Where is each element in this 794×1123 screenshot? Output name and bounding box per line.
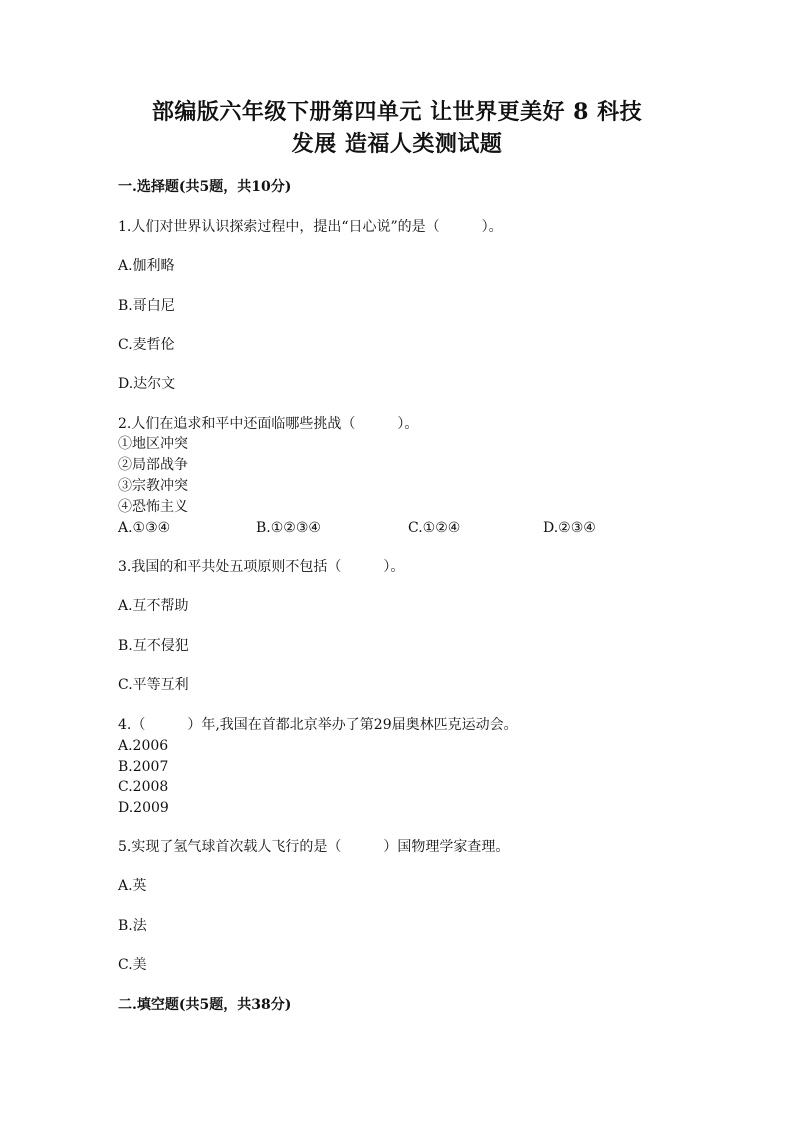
question-2-option-a: A.①③④ xyxy=(118,520,171,536)
question-4-option-d: D.2009 xyxy=(118,800,169,816)
question-5-option-a: A.英 xyxy=(118,878,147,894)
question-2-item-2: ②局部战争 xyxy=(118,457,188,473)
question-3-stem: 3.我国的和平共处五项原则不包括（ ）。 xyxy=(118,559,405,575)
question-5-option-b: B.法 xyxy=(118,918,147,934)
question-4-option-c: C.2008 xyxy=(118,779,169,795)
question-1-option-d: D.达尔文 xyxy=(118,376,176,392)
question-2-option-b: B.①②③④ xyxy=(256,520,321,536)
question-1-stem: 1.人们对世界认识探索过程中，提出“日心说”的是（ ）。 xyxy=(118,219,503,235)
question-3-option-b: B.互不侵犯 xyxy=(118,638,189,654)
question-3-option-a: A.互不帮助 xyxy=(118,598,189,614)
question-3-option-c: C.平等互利 xyxy=(118,677,189,693)
question-4-option-a: A.2006 xyxy=(118,738,169,754)
question-5-option-c: C.美 xyxy=(118,957,147,973)
question-4-option-b: B.2007 xyxy=(118,759,169,775)
question-4-stem: 4.（ ）年,我国在首都北京举办了第29届奥林匹克运动会。 xyxy=(118,717,518,733)
document-title-line-2: 发展 造福人类测试题 xyxy=(291,131,503,157)
question-1-option-b: B.哥白尼 xyxy=(118,298,175,314)
question-1-option-a: A.伽利略 xyxy=(118,258,175,274)
question-5-stem: 5.实现了氢气球首次载人飞行的是（ ）国物理学家查理。 xyxy=(118,839,510,855)
question-2-item-4: ④恐怖主义 xyxy=(118,499,188,515)
question-2-stem: 2.人们在追求和平中还面临哪些挑战（ ）。 xyxy=(118,416,419,432)
question-2-item-1: ①地区冲突 xyxy=(118,436,188,452)
document-title-line-1: 部编版六年级下册第四单元 让世界更美好 8 科技 xyxy=(151,99,643,125)
question-1-option-c: C.麦哲伦 xyxy=(118,337,175,353)
question-2-option-c: C.①②④ xyxy=(408,520,461,536)
section-heading-fill-blank: 二.填空题(共5题，共38分) xyxy=(118,997,292,1013)
question-2-item-3: ③宗教冲突 xyxy=(118,478,188,494)
question-2-option-d: D.②③④ xyxy=(543,520,596,536)
section-heading-choice: 一.选择题(共5题，共10分) xyxy=(118,179,292,195)
